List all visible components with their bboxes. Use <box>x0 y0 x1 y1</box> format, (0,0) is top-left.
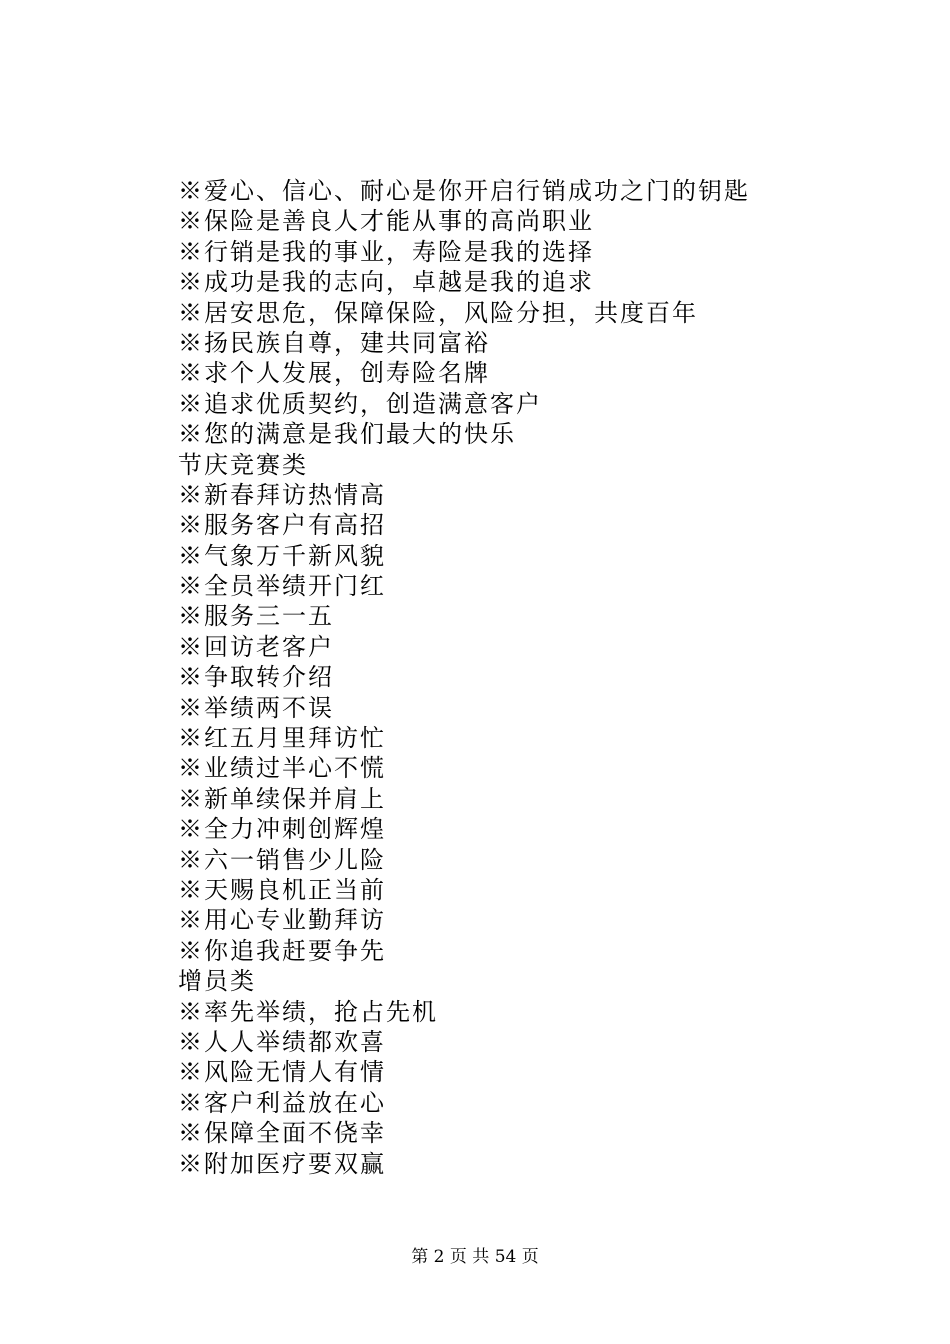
text-line: ※服务客户有高招 <box>178 511 386 540</box>
text-line: ※红五月里拜访忙 <box>178 724 386 753</box>
text-line: ※举绩两不误 <box>178 693 334 722</box>
text-line: ※风险无情人有情 <box>178 1058 386 1087</box>
text-line: ※用心专业勤拜访 <box>178 906 386 935</box>
text-line: ※扬民族自尊，建共同富裕 <box>178 328 490 357</box>
text-line: ※业绩过半心不慌 <box>178 754 386 783</box>
text-line: ※居安思危，保障保险，风险分担，共度百年 <box>178 298 698 327</box>
text-line: ※服务三一五 <box>178 602 334 631</box>
text-line: ※率先举绩，抢占先机 <box>178 997 438 1026</box>
text-line: ※行销是我的事业，寿险是我的选择 <box>178 237 594 266</box>
text-line: ※保险是善良人才能从事的高尚职业 <box>178 207 594 236</box>
text-line: ※成功是我的志向，卓越是我的追求 <box>178 268 594 297</box>
document-body <box>178 176 818 1179</box>
text-line: ※求个人发展，创寿险名牌 <box>178 359 490 388</box>
text-line: ※人人举绩都欢喜 <box>178 1027 386 1056</box>
page-number-footer: 第 2 页 共 54 页 <box>411 1247 539 1267</box>
text-line: ※保障全面不侥幸 <box>178 1119 386 1148</box>
text-line: ※追求优质契约，创造满意客户 <box>178 389 542 418</box>
text-line: ※全力冲刺创辉煌 <box>178 815 386 844</box>
text-line: ※附加医疗要双赢 <box>178 1149 386 1178</box>
section-heading: 增员类 <box>178 967 256 996</box>
text-line: ※新单续保并肩上 <box>178 784 386 813</box>
text-line: ※新春拜访热情高 <box>178 480 386 509</box>
text-line: ※客户利益放在心 <box>178 1088 386 1117</box>
text-line: ※您的满意是我们最大的快乐 <box>178 420 516 449</box>
text-line: ※天赐良机正当前 <box>178 875 386 904</box>
text-line: ※六一销售少儿险 <box>178 845 386 874</box>
text-line: ※爱心、信心、耐心是你开启行销成功之门的钥匙 <box>178 177 750 205</box>
text-line: ※回访老客户 <box>178 632 334 661</box>
text-line: ※争取转介绍 <box>178 663 334 692</box>
text-line: ※你追我赶要争先 <box>178 936 386 965</box>
section-heading: 节庆竞赛类 <box>178 450 308 479</box>
text-line: ※气象万千新风貌 <box>178 541 386 570</box>
text-line: ※全员举绩开门红 <box>178 572 386 601</box>
